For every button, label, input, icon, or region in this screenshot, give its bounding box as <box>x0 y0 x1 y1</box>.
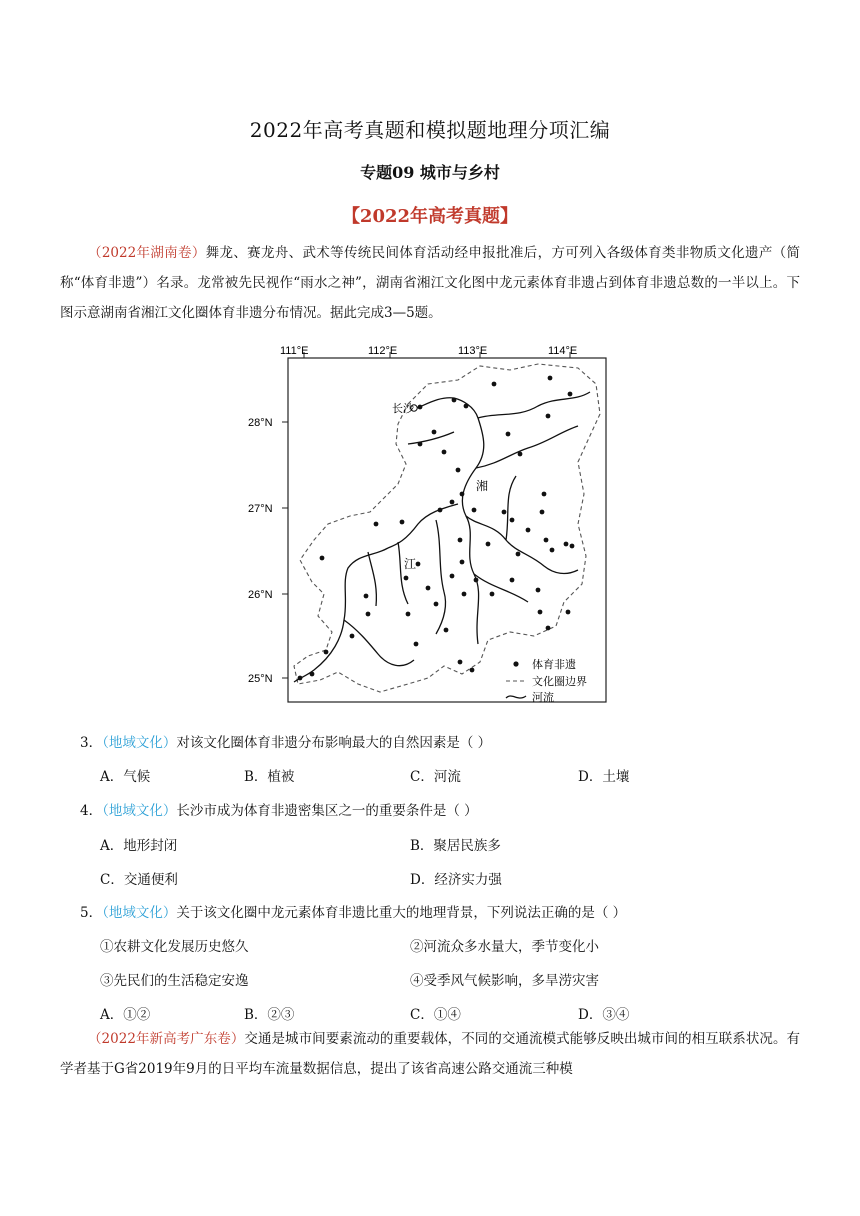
legend-point-label: 体育非遗 <box>532 658 576 671</box>
q4-option-c: C．交通便利 <box>100 872 178 888</box>
q5-option-b: B．②③ <box>244 1007 295 1023</box>
heritage-points <box>298 376 575 681</box>
legend-boundary-label: 文化圈边界 <box>532 675 587 688</box>
map-legend <box>506 657 587 704</box>
river-network <box>294 392 590 682</box>
city-label-changsha: 长沙 <box>392 402 414 415</box>
q5-option-c: C．①④ <box>410 1007 461 1023</box>
river-label-xiang: 湘 <box>476 479 489 493</box>
question-tag: （地域文化） <box>102 735 177 751</box>
question-number: 3． <box>80 735 103 751</box>
passage-guangdong <box>60 1024 800 1084</box>
lat-label-26: 26°N <box>248 589 273 601</box>
q3-option-a: A．气候 <box>100 769 151 785</box>
legend-river-label: 河流 <box>532 691 554 704</box>
question-5 <box>80 901 626 921</box>
lat-label-25: 25°N <box>248 673 273 685</box>
question-3 <box>80 731 491 751</box>
question-tag: （地域文化） <box>102 905 177 921</box>
q3-option-c: C．河流 <box>410 769 461 785</box>
section-title: 【2022年高考真题】 <box>341 206 519 227</box>
q5-statement-1: ①农耕文化发展历史悠久 <box>100 939 249 955</box>
lon-label-113: 113°E <box>458 345 488 357</box>
passage-source: （2022年新高考广东卷） <box>88 1031 245 1047</box>
q5-option-a: A．①② <box>100 1007 151 1023</box>
q4-option-b: B．聚居民族多 <box>410 838 501 854</box>
culture-boundary <box>294 364 600 692</box>
q5-statement-2: ②河流众多水量大，季节变化小 <box>410 939 599 955</box>
passage-text: 舞龙、赛龙舟、武术等传统民间体育活动经申报批准后，方可列入各级体育类非物质文化遗产（简称“体育非遗”）名录。龙常被先民视作“雨水之神”，湖南省湘江文化图中龙元素体育非遗占到体育非遗总数的一半以上。下图示意湖南省湘江文化圈体育非遗分布情况。据此完成3—5题。 <box>60 245 801 321</box>
lat-label-27: 27°N <box>248 503 273 515</box>
river-label-jiang: 江 <box>404 557 417 571</box>
passage-hunan <box>60 238 800 328</box>
lon-label-111: 111°E <box>280 345 309 357</box>
question-number: 4． <box>80 803 103 819</box>
q4-option-d: D．经济实力强 <box>410 872 502 888</box>
question-4 <box>80 799 478 819</box>
document-subtitle: 专题09 城市与乡村 <box>360 163 500 182</box>
passage-text: 交通是城市间要素流动的重要载体，不同的交通流模式能够反映出城市间的相互联系状况。有学者基于G省2019年9月的日平均车流量数据信息，提出了该省高速公路交通流三种模 <box>60 1031 801 1077</box>
question-stem: 关于该文化圈中龙元素体育非遗比重大的地理背景，下列说法正确的是（ ） <box>176 905 627 921</box>
lat-label-28: 28°N <box>248 417 273 429</box>
hunan-map-figure <box>248 344 614 714</box>
q4-option-a: A．地形封闭 <box>100 838 178 854</box>
question-stem: 对该文化圈体育非遗分布影响最大的自然因素是（ ） <box>176 735 492 751</box>
q3-option-b: B．植被 <box>244 769 295 785</box>
q5-option-d: D．③④ <box>578 1007 630 1023</box>
question-stem: 长沙市成为体育非遗密集区之一的重要条件是（ ） <box>176 803 478 819</box>
question-tag: （地域文化） <box>102 803 177 819</box>
question-number: 5． <box>80 905 103 921</box>
lon-label-114: 114°E <box>548 345 578 357</box>
passage-source: （2022年湖南卷） <box>88 245 206 261</box>
q5-statement-4: ④受季风气候影响，多旱涝灾害 <box>410 973 599 989</box>
lon-label-112: 112°E <box>368 345 398 357</box>
q5-statement-3: ③先民们的生活稳定安逸 <box>100 973 249 989</box>
document-title: 2022年高考真题和模拟题地理分项汇编 <box>249 118 611 142</box>
q3-option-d: D．土壤 <box>578 769 630 785</box>
